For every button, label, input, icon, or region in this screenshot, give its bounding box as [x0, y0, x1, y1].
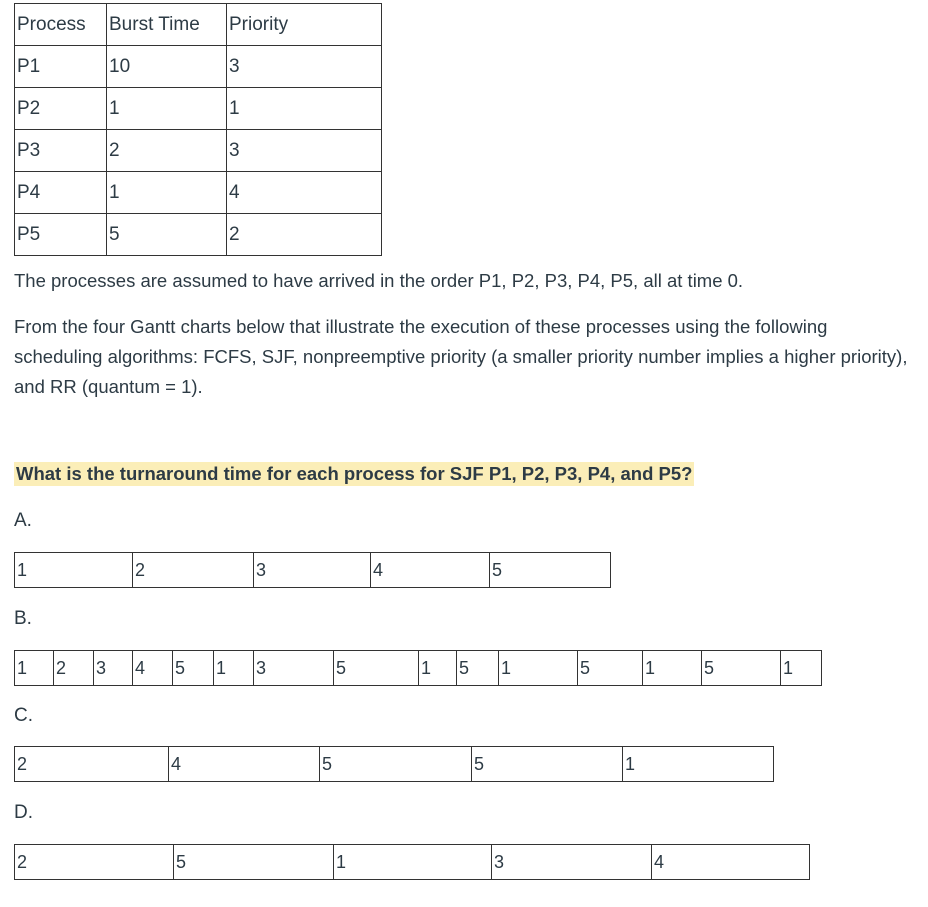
gantt-cell: 5 [471, 747, 484, 781]
cell-priority: 1 [227, 88, 382, 130]
gantt-cell: 4 [370, 553, 383, 587]
gantt-cell: 1 [622, 747, 635, 781]
cell-priority: 2 [227, 214, 382, 256]
cell-process: P5 [15, 214, 107, 256]
gantt-chart-c[interactable] [14, 746, 774, 782]
gantt-cell: 1 [333, 845, 346, 879]
gantt-cell: 2 [17, 754, 28, 774]
gantt-cell: 1 [642, 651, 655, 685]
cell-burst: 10 [107, 46, 227, 88]
cell-process: P1 [15, 46, 107, 88]
table-header-row [15, 4, 382, 46]
gantt-cell: 2 [17, 852, 28, 872]
gantt-cell: 2 [53, 651, 66, 685]
arrival-text: The processes are assumed to have arrived in the order P1, P2, P3, P4, P5, all at time 0. [14, 270, 744, 291]
cell-priority: 4 [227, 172, 382, 214]
option-b-label[interactable]: B. [14, 608, 32, 629]
gantt-cell: 1 [17, 658, 28, 678]
gantt-cell: 3 [491, 845, 504, 879]
question-text: What is the turnaround time for each process for SJF P1, P2, P3, P4, and P5? [16, 463, 693, 484]
header-burst-time: Burst Time [107, 4, 227, 46]
option-a-label[interactable]: A. [14, 510, 32, 531]
table-row [15, 214, 382, 256]
gantt-cell: 4 [132, 651, 145, 685]
table-row [15, 88, 382, 130]
gantt-cell: 5 [319, 747, 332, 781]
gantt-cell: 1 [418, 651, 431, 685]
cell-burst: 5 [107, 214, 227, 256]
gantt-cell: 5 [333, 651, 346, 685]
table-row [15, 46, 382, 88]
cell-burst: 2 [107, 130, 227, 172]
gantt-cell: 5 [577, 651, 590, 685]
cell-priority: 3 [227, 46, 382, 88]
gantt-cell: 3 [93, 651, 106, 685]
gantt-chart-b[interactable] [14, 650, 822, 686]
gantt-cell: 3 [253, 553, 266, 587]
gantt-cell: 5 [173, 845, 186, 879]
gantt-cell: 1 [213, 651, 226, 685]
gantt-cell: 5 [172, 651, 185, 685]
option-d-label[interactable]: D. [14, 802, 33, 823]
intro-text: From the four Gantt charts below that illustrate the execution of these processes using the following scheduling algorithms: FCFS, SJF, nonpreemptive priority (a smaller priority number implies a higher priority), and RR (quantum = 1). [14, 316, 908, 397]
header-process: Process [15, 4, 107, 46]
gantt-cell: 4 [168, 747, 181, 781]
cell-process: P2 [15, 88, 107, 130]
gantt-cell: 4 [651, 845, 664, 879]
process-table [14, 3, 382, 256]
header-priority: Priority [227, 4, 382, 46]
cell-priority: 3 [227, 130, 382, 172]
table-row [15, 172, 382, 214]
cell-process: P3 [15, 130, 107, 172]
gantt-cell: 1 [498, 651, 511, 685]
gantt-chart-a[interactable] [14, 552, 611, 588]
gantt-cell: 1 [780, 651, 793, 685]
gantt-cell: 1 [17, 560, 28, 580]
gantt-cell: 3 [253, 651, 266, 685]
gantt-cell: 2 [132, 553, 145, 587]
option-c-label[interactable]: C. [14, 705, 33, 726]
gantt-cell: 5 [489, 553, 502, 587]
gantt-cell: 5 [701, 651, 714, 685]
cell-process: P4 [15, 172, 107, 214]
table-row [15, 130, 382, 172]
gantt-cell: 5 [456, 651, 469, 685]
gantt-chart-d[interactable] [14, 844, 810, 880]
cell-burst: 1 [107, 172, 227, 214]
cell-burst: 1 [107, 88, 227, 130]
